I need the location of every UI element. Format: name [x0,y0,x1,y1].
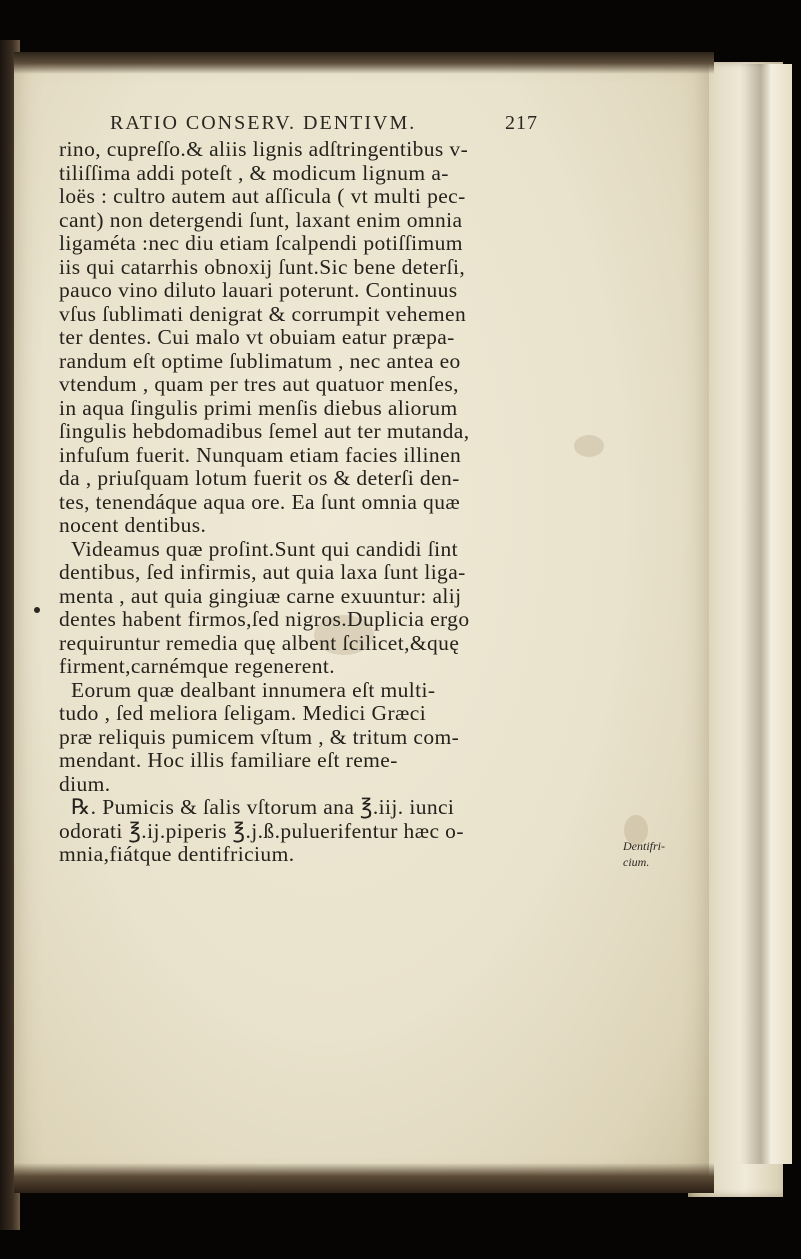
text-line: tes, tenendáque aqua ore. Ea ſunt omnia quæ [59,489,461,514]
text-line: ſingulis hebdomadibus ſemel aut ter mutanda, [59,419,470,443]
text-line: odorati ℥.ij.piperis ℥.j.ß.puluerifentur hæc o- [59,818,464,843]
text-line: rino, cupreſſo.& aliis lignis adſtringentibus v- [59,137,469,161]
text-line: pauco vino diluto lauari poterunt. Continuus [59,278,458,302]
text-line: iis qui catarrhis obnoxij ſunt.Sic bene deterſi, [59,254,466,279]
text-line: loës : cultro autem aut aſſicula ( vt multi pec- [59,184,466,208]
margin-note [623,838,665,870]
text-line: mendant. Hoc illis familiare eſt reme- [59,748,398,772]
text-line: infuſum fuerit. Nunquam etiam facies illinen [59,442,462,467]
page-number: 217 [505,112,538,134]
text-line: Videamus quæ proſint.Sunt qui candidi ſint [71,536,458,561]
top-shadow [14,52,714,74]
text-line: præ reliquis pumicem vſtum , & tritum com- [59,724,460,749]
margin-note-line: Dentifri- [623,839,665,853]
text-line: ter dentes. Cui malo vt obuiam eatur præpa- [59,325,455,349]
text-line: dium. [59,771,111,796]
text-line: nocent dentibus. [59,513,207,537]
text-line: tudo , ſed meliora ſeligam. Medici Græci [59,701,427,725]
body-text [59,138,619,867]
ink-mark [34,607,40,613]
text-line: Eorum quæ dealbant innumera eſt multi- [71,677,436,702]
running-header [110,112,550,135]
header-title: RATIO CONSERV. DENTIVM. [110,112,417,134]
text-line: cant) non detergendi ſunt, laxant enim omnia [59,207,463,232]
text-line: da , priuſquam lotum fuerit os & deterſi den- [59,466,460,490]
text-line: ℞. Pumicis & ſalis vſtorum ana ℥.iij. iunci [71,795,455,819]
text-line: mnia,fiátque dentifricium. [59,842,295,866]
text-line: vſus ſublimati denigrat & corrumpit vehemen [59,301,467,326]
text-line: menta , aut quia gingiuæ carne exuuntur: alij [59,583,462,608]
page-fold [740,64,792,1164]
text-line: vtendum , quam per tres aut quatuor menſes, [59,372,459,396]
text-line: randum eſt optime ſublimatum , nec antea eo [59,348,461,373]
margin-note-line: cium. [623,855,650,869]
text-line: dentibus, ſed infirmis, aut quia laxa ſunt liga- [59,560,466,584]
text-line: in aqua ſingulis primi menſis diebus aliorum [59,395,458,420]
text-line: requiruntur remedia quę albent ſcilicet,&quę [59,630,460,655]
text-line: ligaméta :nec diu etiam ſcalpendi potiſſimum [59,231,463,255]
text-line: firment,carnémque regenerent. [59,654,336,678]
text-line: dentes habent firmos,ſed nigros.Duplicia ergo [59,607,470,631]
text-line: tiliſſima addi poteſt , & modicum lignum a- [59,160,449,185]
bottom-edge [14,1163,714,1193]
